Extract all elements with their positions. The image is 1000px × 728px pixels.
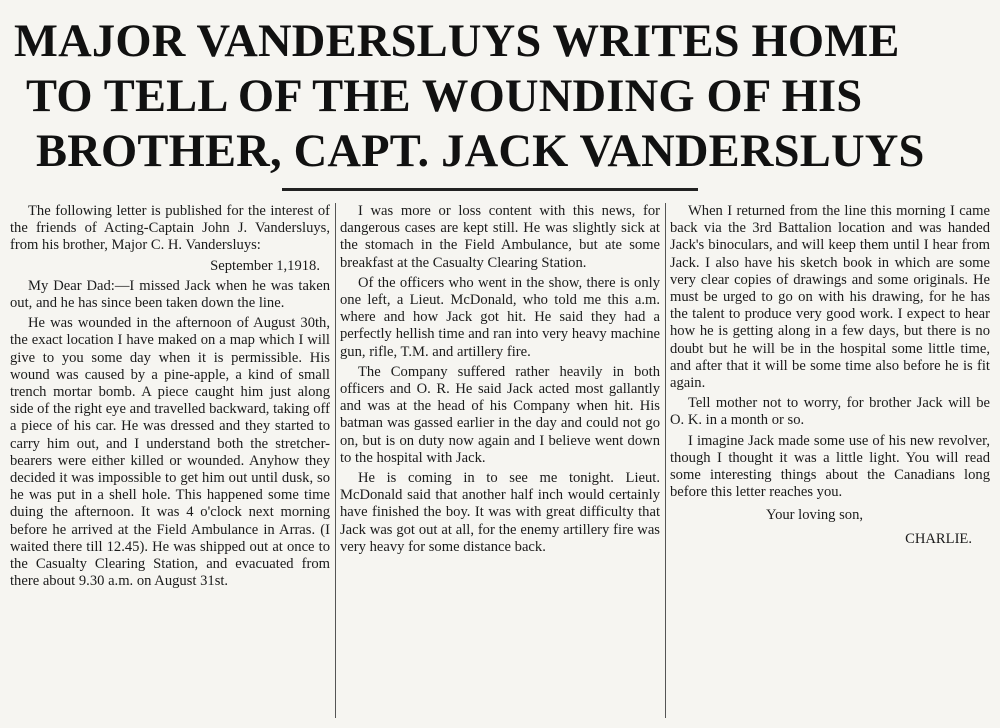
letter-paragraph-1: My Dear Dad:—I missed Jack when he was taken out, and he has since been taken down the line. <box>10 277 330 312</box>
letter-paragraph-8: Tell mother not to worry, for brother Jack will be O. K. in a month or so. <box>670 395 990 429</box>
letter-paragraph-7: When I returned from the line this morning I came back via the 3rd Battalion location and was handed Jack's binoculars, and will keep them until I hear from Jack. I also have his sketch book in which are some very clear copies of drawings and some originals. He must be urged to go on with his drawing, for he has the talent to produce very good work. I expect to hear how he is getting along in a few days, but there is no doubt but he will be in the hospital some little time, and after that it will be some time also before he is fit again. <box>670 203 990 392</box>
letter-paragraph-9: I imagine Jack made some use of his new revolver, though I thought it was a little light. You will read some interesting things about the Canadians long before this letter reaches you. <box>670 432 990 501</box>
letter-date: September 1,1918. <box>210 257 320 274</box>
letter-paragraph-2: He was wounded in the afternoon of August 30th, the exact location I have maked on a map which I will give to you some day when it is permissible. His wound was caused by a pine-apple, a kind of small trench mortar bomb. A piece caught him just along side of the right eye and travelled backward, taking off a piece of his car. He was dressed and they started to carry him out, and I understand both the stretcher-bearers were either killed or wounded. Anyhow they decided it was impossible to get him out until dusk, so he was put in a shell hole. This happened some time duing the afternoon. It was 4 o'clock next morning before he arrived at the Field Ambulance in Arras. (I waited there till 12.45). He was shipped out at once to the Casualty Clearing Station, and evacuated from there about 9.30 a.m. on August 31st. <box>10 315 330 590</box>
letter-signature: CHARLIE. <box>905 530 972 547</box>
headline-rule <box>282 188 698 191</box>
letter-paragraph-6: He is coming in to see me tonight. Lieut. McDonald said that another half inch would certainly have finished the boy. It was with great difficulty that Jack was got out at all, for the enemy artillery fire was very heavy for some distance back. <box>340 470 660 555</box>
headline-line-3: BROTHER, CAPT. JACK VANDERSLUYS <box>36 126 925 177</box>
letter-paragraph-4: Of the officers who went in the show, there is only one left, a Lieut. McDonald, who told me this a.m. where and how Jack got hit. He said they had a perfectly hellish time and ran into very heavy machine gun, rifle, T.M. and artillery fire. <box>340 274 660 360</box>
article-column-1 <box>10 203 330 593</box>
headline-line-1: MAJOR VANDERSLUYS WRITES HOME <box>14 16 900 67</box>
intro-paragraph: The following letter is published for the interest of the friends of Acting-Captain John J. Vandersluys, from his brother, Major C. H. Vandersluys: <box>10 203 330 254</box>
headline-line-2: TO TELL OF THE WOUNDING OF HIS <box>26 71 863 122</box>
letter-paragraph-5: The Company suffered rather heavily in both officers and O. R. He said Jack acted most gallantly and was at the head of his Company when hit. His batman was gassed earlier in the day and could not go on, but is on duty now again and I believe went down to the hospital with Jack. <box>340 363 660 466</box>
article-column-3 <box>670 203 990 551</box>
article-column-2 <box>340 203 660 559</box>
headline <box>14 14 990 179</box>
letter-closing: Your loving son, <box>766 507 864 524</box>
column-divider-2 <box>665 203 666 718</box>
letter-paragraph-3: I was more or loss content with this news, for dangerous cases are kept still. He was slightly sick at the stomach in the Field Ambulance, but ate some breakfast at the Casualty Clearing Station. <box>340 203 660 271</box>
column-divider-1 <box>335 203 336 718</box>
